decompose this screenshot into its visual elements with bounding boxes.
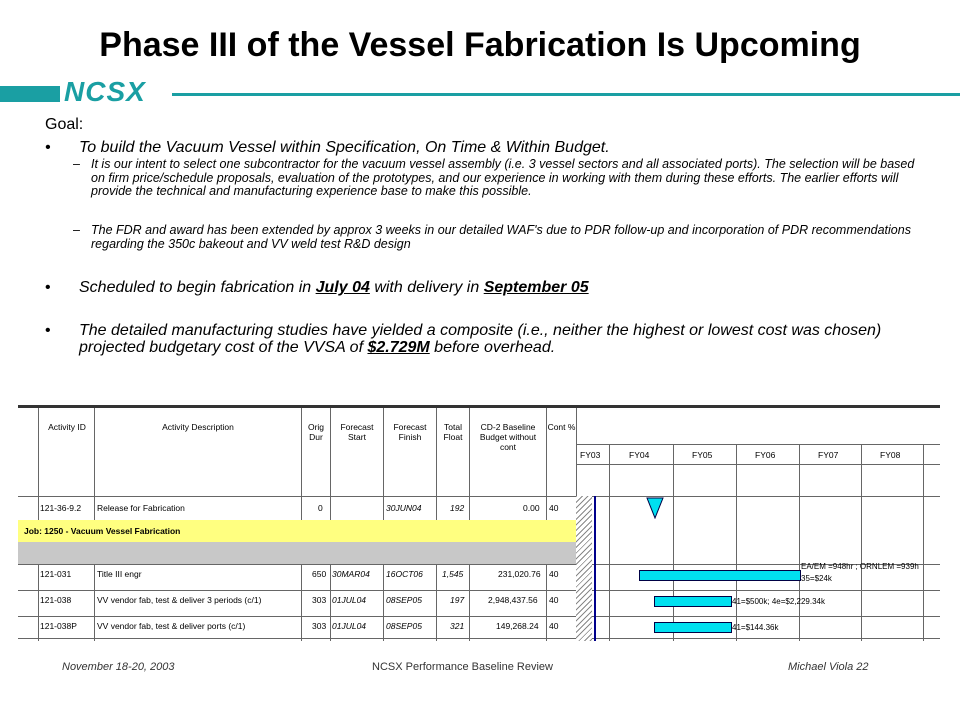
cell-start: 01JUL04 [332, 621, 367, 631]
bar-vv-ports [654, 622, 732, 633]
header-row-rule [18, 496, 940, 497]
bar-label: 41=$144.36k [732, 623, 779, 632]
hdr-forecast-start: Forecast Start [340, 422, 374, 442]
gantt-schedule [18, 405, 940, 641]
cell-id: 121-038 [40, 595, 72, 605]
sub-bullet-1 [73, 157, 921, 199]
cell-desc: Release for Fabrication [97, 503, 185, 513]
slide-title: Phase III of the Vessel Fabrication Is Upcoming [99, 26, 861, 64]
goal-label: Goal: [45, 116, 84, 133]
bullet-mark: • [45, 139, 51, 156]
hatched-region [576, 496, 592, 641]
fy-divider [861, 444, 862, 641]
cell-id: 121-031 [40, 569, 72, 579]
footer-date: November 18-20, 2003 [62, 661, 175, 673]
fy-rule-2 [576, 464, 940, 465]
bar-title-iii [639, 570, 801, 581]
bar-label: EA/EM =948hr ; ORNLEM =939h [801, 562, 919, 571]
fy-divider [923, 444, 924, 641]
bullet-3-pre: The detailed manufacturing studies have yielded a composite (i.e., neither the highest or lowest cost was chosen) projected budgetary cost of the VVSA of [79, 322, 882, 356]
cell-budget: 0.00 [523, 503, 540, 513]
hdr-orig-dur: Orig Dur [307, 422, 325, 442]
cell-dur: 0 [318, 503, 323, 513]
fy-label: FY08 [880, 450, 901, 460]
cell-finish: 30JUN04 [386, 503, 422, 513]
budget-cost: $2.729M [367, 339, 430, 356]
bar-label: 41=$500k; 4e=$2,229.34k [732, 597, 825, 606]
footer-center: NCSX Performance Baseline Review [372, 661, 553, 673]
cell-float: 1,545 [442, 569, 464, 579]
logo-block [0, 86, 60, 102]
cell-id: 121-038P [40, 621, 77, 631]
cell-start: 30MAR04 [332, 569, 370, 579]
cell-desc: Title III engr [97, 569, 142, 579]
cell-float: 321 [450, 621, 465, 631]
bullet-mark: • [45, 322, 51, 339]
bar-vv-fab [654, 596, 732, 607]
cell-cont: 40 [549, 621, 559, 631]
fy-label: FY04 [629, 450, 650, 460]
data-date-line [594, 496, 596, 641]
cell-id: 121-36-9.2 [40, 503, 82, 513]
sub-bullet-2 [73, 223, 921, 251]
fy-divider [736, 444, 737, 641]
fy-rule [576, 444, 940, 445]
hdr-cont: Cont % [547, 422, 576, 432]
hdr-description: Activity Description [162, 422, 234, 432]
cell-dur: 650 [312, 569, 327, 579]
fab-start-date: July 04 [315, 279, 370, 296]
fy-divider [799, 444, 800, 641]
bullet-mark: • [45, 279, 51, 296]
milestone-triangle-icon [646, 497, 664, 519]
job-spacer-row [18, 542, 576, 564]
ncsx-logo: NCSX [64, 76, 146, 107]
cell-budget: 149,268.24 [496, 621, 539, 631]
cell-dur: 303 [312, 595, 327, 605]
cell-desc: VV vendor fab, test & deliver 3 periods (c/1) [97, 595, 262, 605]
job-label: Job: 1250 - Vacuum Vessel Fabrication [24, 526, 181, 536]
cell-dur: 303 [312, 621, 327, 631]
cell-start: 01JUL04 [332, 595, 367, 605]
cell-finish: 08SEP05 [386, 595, 422, 605]
sub-bullet-2-text: The FDR and award has been extended by approx 3 weeks in our detailed WAF's due to PDR follow-up and incorporation of PDR recommendations regarding the 350c bakeout and VV weld test R&D design [91, 223, 911, 251]
fy-label: FY05 [692, 450, 713, 460]
dash-mark: – [73, 157, 80, 171]
dash-mark: – [73, 223, 80, 237]
cell-finish: 08SEP05 [386, 621, 422, 631]
delivery-date: September 05 [483, 279, 589, 296]
fy-divider [673, 444, 674, 641]
bullet-2-mid: with delivery in [369, 279, 484, 296]
cell-cont: 40 [549, 569, 559, 579]
header-rule [172, 93, 960, 96]
cell-cont: 40 [549, 595, 559, 605]
bullet-1-text: To build the Vacuum Vessel within Specification, On Time & Within Budget. [79, 139, 610, 156]
bar-label: 35=$24k [801, 574, 832, 583]
hdr-total-float: Total Float [443, 422, 463, 442]
fy-label: FY07 [818, 450, 839, 460]
row-rule [18, 616, 940, 617]
cell-cont: 40 [549, 503, 559, 513]
bullet-3-post: before overhead. [429, 339, 556, 356]
footer-author-page: Michael Viola 22 [788, 661, 869, 673]
fy-divider [609, 444, 610, 641]
sub-bullet-1-text: It is our intent to select one subcontractor for the vacuum vessel assembly (i.e. 3 vessel sectors and all associated ports). The selection will be based on firm price/schedule proposals, evaluation of the prototypes, and our experience in working with them during these efforts. The earlier efforts will provide the technical and manufacturing experience base to make this possible. [91, 157, 915, 198]
job-header-row [18, 520, 576, 542]
cell-float: 192 [450, 503, 465, 513]
hdr-cd2-budget: CD-2 Baseline Budget without cont [479, 422, 537, 452]
cell-float: 197 [450, 595, 465, 605]
row-rule [18, 590, 940, 591]
cell-budget: 2,948,437.56 [488, 595, 538, 605]
cell-finish: 16OCT06 [386, 569, 423, 579]
bullet-2-pre: Scheduled to begin fabrication in [79, 279, 316, 296]
fy-label: FY06 [755, 450, 776, 460]
hdr-forecast-finish: Forecast Finish [393, 422, 427, 442]
cell-budget: 231,020.76 [498, 569, 541, 579]
fy-label: FY03 [580, 450, 601, 460]
cell-desc: VV vendor fab, test & deliver ports (c/1) [97, 621, 246, 631]
hdr-activity-id: Activity ID [48, 422, 86, 432]
row-rule [18, 638, 940, 639]
